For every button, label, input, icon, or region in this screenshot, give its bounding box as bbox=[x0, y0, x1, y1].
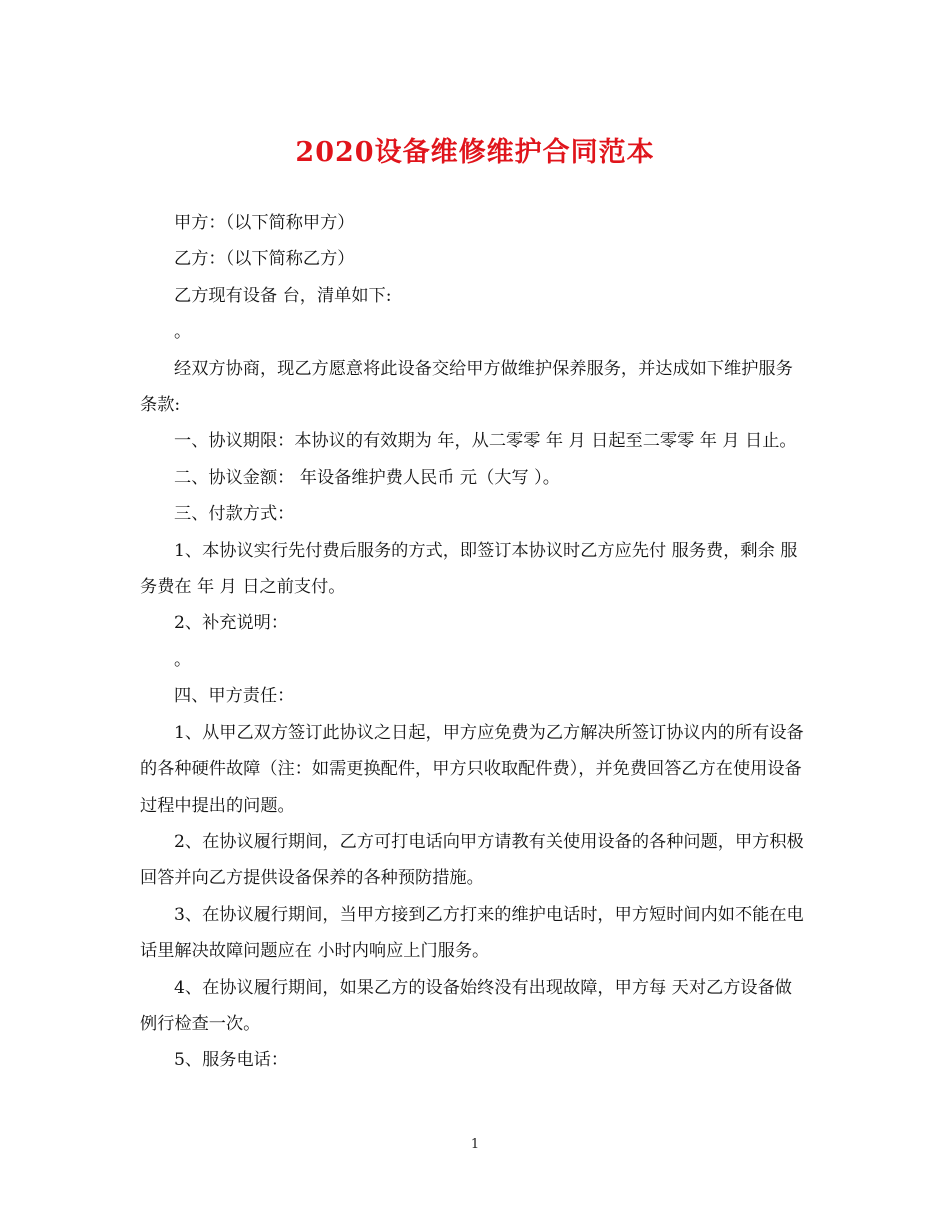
clause-party-a-heading: 四、甲方责任： bbox=[174, 686, 295, 707]
clause-term: 一、协议期限：本协议的有效期为 年，从二零零 年 月 日起至二零零 年 月 日止。 bbox=[174, 431, 797, 452]
party-a-duty-4: 4、在协议履行期间，如果乙方的设备始终没有出现故障，甲方每 天对乙方设备做例行检查一次。 bbox=[140, 977, 792, 1034]
party-a-line: 甲方：（以下简称甲方） bbox=[174, 213, 355, 233]
page-number: 1 bbox=[470, 1137, 480, 1152]
equipment-count-line: 乙方现有设备 台，清单如下: bbox=[174, 285, 392, 306]
document-title: 2020设备维修维护合同范本 bbox=[295, 137, 655, 168]
party-b-line: 乙方：（以下简称乙方） bbox=[174, 249, 355, 270]
party-a-duty-5: 5、服务电话： bbox=[174, 1050, 289, 1071]
clause-payment-heading: 三、付款方式： bbox=[174, 504, 295, 525]
equipment-list-placeholder: 。 bbox=[174, 322, 192, 343]
clause-amount: 二、协议金额： 年设备维护费人民币 元（大写 ）。 bbox=[174, 467, 560, 488]
document-body bbox=[140, 205, 805, 1079]
agreement-intro: 经双方协商，现乙方愿意将此设备交给甲方做维护保养服务，并达成如下维护服务条款: bbox=[140, 358, 793, 416]
payment-item-1: 1、本协议实行先付费后服务的方式，即签订本协议时乙方应先付 服务费，剩余 服务费在 年 月 日之前支付。 bbox=[140, 540, 798, 598]
party-a-duty-2: 2、在协议履行期间，乙方可打电话向甲方请教有关使用设备的各种问题，甲方积极回答并向乙方提供设备保养的各种预防措施。 bbox=[140, 831, 804, 889]
party-a-duty-1: 1、从甲乙双方签订此协议之日起，甲方应免费为乙方解决所签订协议内的所有设备的各种硬件故障（注：如需更换配件，甲方只收取配件费），并免费回答乙方在使用设备过程中提出的问题。 bbox=[140, 722, 804, 816]
party-a-duty-3: 3、在协议履行期间，当甲方接到乙方打来的维护电话时，甲方短时间内如不能在电话里解决故障问题应在 小时内响应上门服务。 bbox=[140, 904, 804, 962]
payment-note-placeholder: 。 bbox=[174, 649, 192, 670]
payment-item-2: 2、补充说明： bbox=[174, 613, 289, 634]
